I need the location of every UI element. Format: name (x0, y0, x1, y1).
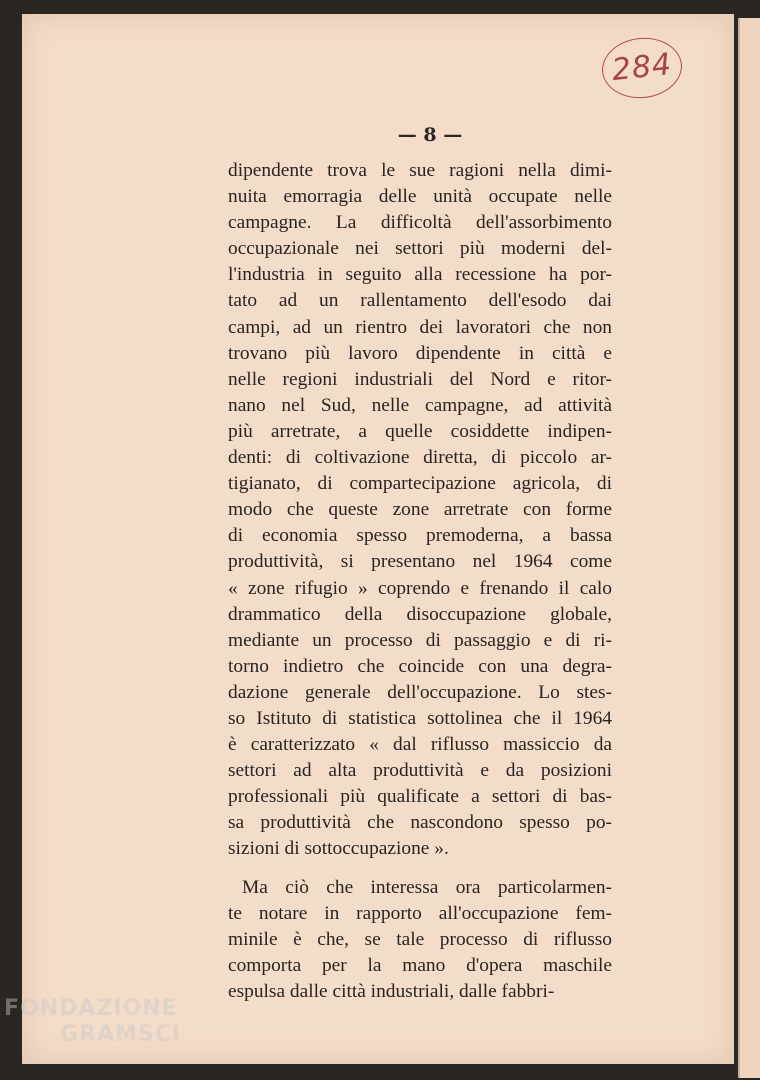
body-text (228, 158, 612, 1005)
text-line: nano nel Sud, nelle campagne, ad attività (228, 394, 612, 416)
text-line: nuita emorragia delle unità occupate nelle (228, 186, 612, 208)
text-line: mediante un processo di passaggio e di ri- (228, 629, 612, 651)
text-line: torno indietro che coincide con una degra- (228, 655, 612, 677)
text-line: trovano più lavoro dipendente in città e (228, 342, 612, 364)
text-line: l'industria in seguito alla recessione ha por- (228, 264, 612, 286)
watermark-line-2: GRAMSCI (60, 1022, 182, 1047)
text-line: minile è che, se tale processo di riflusso (228, 928, 612, 950)
text-line: è caratterizzato « dal riflusso massiccio da (228, 734, 612, 756)
text-line: espulsa dalle città industriali, dalle fabbri- (228, 980, 555, 1002)
text-line: tigianato, di compartecipazione agricola, di (228, 473, 612, 495)
text-line: tato ad un rallentamento dell'esodo dai (228, 290, 612, 312)
page-number: — 8 — (397, 124, 463, 146)
text-line: te notare in rapporto all'occupazione fem- (228, 902, 612, 924)
text-line: di economia spesso premoderna, a bassa (228, 525, 612, 547)
paragraph-2 (228, 875, 612, 1005)
text-line: modo che queste zone arretrate con forme (228, 499, 612, 521)
paragraph-1 (228, 158, 612, 863)
text-line: campi, ad un rientro dei lavoratori che non (228, 316, 612, 338)
text-line: dazione generale dell'occupazione. Lo stes- (228, 681, 612, 703)
text-line: sizioni di sottoccupazione ». (228, 838, 449, 860)
text-line: sa produttività che nascondono spesso po- (228, 812, 612, 834)
text-line: professionali più qualificate a settori di bas- (228, 786, 612, 808)
text-line: Ma ciò che interessa ora particolarmen- (242, 876, 612, 898)
text-line: produttività, si presentano nel 1964 come (228, 551, 612, 573)
text-line: denti: di coltivazione diretta, di piccolo ar- (228, 447, 612, 469)
next-page-edge (738, 18, 760, 1078)
text-line: so Istituto di statistica sottolinea che il 1964 (228, 707, 612, 729)
text-line: occupazionale nei settori più moderni del- (228, 238, 612, 260)
text-line: settori ad alta produttività e da posizioni (228, 760, 612, 782)
text-line: campagne. La difficoltà dell'assorbimento (228, 212, 612, 234)
text-line: nelle regioni industriali del Nord e ritor- (228, 368, 612, 390)
text-line: « zone rifugio » coprendo e frenando il calo (228, 577, 612, 599)
text-line: dipendente trova le sue ragioni nella dimi- (228, 160, 612, 181)
text-line: più arretrate, a quelle cosiddette indipen- (228, 420, 612, 442)
watermark-line-1: FONDAZIONE (4, 996, 178, 1021)
watermark (4, 996, 194, 1048)
archive-stamp-number: 284 (599, 34, 685, 102)
text-line: comporta per la mano d'opera maschile (228, 954, 612, 976)
text-line: drammatico della disoccupazione globale, (228, 603, 612, 625)
